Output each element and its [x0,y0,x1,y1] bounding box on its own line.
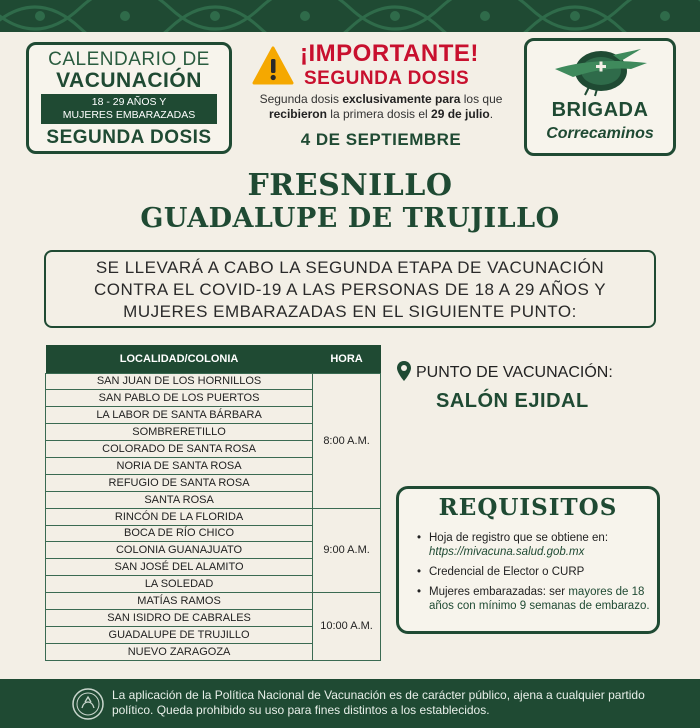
registration-link[interactable]: https://mivacuna.salud.gob.mx [429,546,585,558]
audience-line-2: MUJERES EMBARAZADAS [62,109,196,121]
city-name: FRESNILLO [247,168,453,203]
locality-cell: SAN JOSÉ DEL ALAMITO [46,559,313,576]
locality-cell: RINCÓN DE LA FLORIDA [46,508,313,525]
announcement-box [44,250,656,328]
requirement-text: Hoja de registro que se obtiene en: [429,532,609,544]
requirements-box [396,486,660,634]
footer-disclaimer: La aplicación de la Política Nacional de Vacunación es de carácter público, ajena a cualquier partido político. Queda prohibido su uso para fines distintos a los establecidos. [112,688,645,717]
desc-bold: recibieron [268,107,327,121]
locality-name: GUADALUPE DE TRUJILLO [140,203,560,234]
locality-cell: NUEVO ZARAGOZA [46,643,313,660]
brigade-badge [524,38,676,156]
table-row [46,508,381,525]
locality-cell: COLORADO DE SANTA ROSA [46,441,313,458]
announcement-line-3: MUJERES EMBARAZADAS EN EL SIGUIENTE PUNTO: [123,302,577,321]
brigade-subtitle: Correcaminos [546,125,654,142]
list-item [417,565,653,579]
top-pattern-band [0,0,700,32]
footer-band [0,679,700,728]
table-header-row [46,345,381,373]
locality-cell: LA SOLEDAD [46,576,313,593]
list-item [417,531,653,559]
time-cell: 8:00 A.M. [313,373,381,508]
calendar-dose: SEGUNDA DOSIS [46,127,212,148]
announcement-line-2: CONTRA EL COVID-19 A LAS PERSONAS DE 18 A 29 AÑOS Y [93,280,607,299]
desc-part: los que [460,92,503,106]
event-date: 4 DE SEPTIEMBRE [300,130,462,149]
table-body [46,373,381,660]
table-row [46,373,381,390]
locality-cell: SAN PABLO DE LOS PUERTOS [46,390,313,407]
locality-cell: REFUGIO DE SANTA ROSA [46,474,313,491]
requirement-highlight: mayores de 18 años con mínimo 9 semanas de embarazo. [429,586,650,612]
schedule-table [45,345,381,661]
locality-cell: BOCA DE RÍO CHICO [46,525,313,542]
important-title: ¡IMPORTANTE! [300,40,479,67]
warning-icon [252,46,294,86]
locality-cell: GUADALUPE DE TRUJILLO [46,626,313,643]
desc-part: Segunda dosis [259,92,343,106]
locality-cell: SAN ISIDRO DE CABRALES [46,609,313,626]
calendar-vaccination: VACUNACIÓN [56,69,202,92]
locality-cell: SANTA ROSA [46,491,313,508]
locality-cell: SOMBRERETILLO [46,424,313,441]
column-header-locality: LOCALIDAD/COLONIA [46,345,313,373]
vaccination-point-value: SALÓN EJIDAL [436,390,589,412]
locality-cell: MATÍAS RAMOS [46,593,313,610]
column-header-time: HORA [313,345,381,373]
important-description [250,92,512,122]
time-cell: 10:00 A.M. [313,593,381,661]
desc-part: . [489,107,494,121]
calendar-title: CALENDARIO DE [48,49,210,70]
locality-cell: NORIA DE SANTA ROSA [46,457,313,474]
calendar-audience-band [41,94,217,124]
time-cell: 9:00 A.M. [313,508,381,592]
vaccination-point-label: PUNTO DE VACUNACIÓN: [416,364,613,381]
list-item [417,585,653,613]
government-seal-icon [72,688,104,720]
requirements-title: REQUISITOS [438,494,618,521]
ornament-pattern [0,0,700,32]
locality-cell: COLONIA GUANAJUATO [46,542,313,559]
requirements-list [417,531,653,619]
audience-line-1: 18 - 29 AÑOS Y [91,96,167,108]
brigade-title: BRIGADA [551,99,649,121]
desc-part: la primera dosis el [326,107,432,121]
locality-cell: SAN JUAN DE LOS HORNILLOS [46,373,313,390]
locality-cell: LA LABOR DE SANTA BÁRBARA [46,407,313,424]
important-subtitle: SEGUNDA DOSIS [304,68,470,89]
announcement-line-1: SE LLEVARÁ A CABO LA SEGUNDA ETAPA DE VACUNACIÓN [95,258,605,277]
desc-bold: exclusivamente para [342,92,461,106]
requirement-text: Credencial de Elector o CURP [429,566,585,578]
table-row [46,593,381,610]
location-pin-icon [396,360,412,382]
desc-date: 29 de julio [431,107,490,121]
roadrunner-logo [551,45,651,97]
calendar-badge [26,42,232,154]
requirement-text: Mujeres embarazadas: ser [429,586,569,598]
